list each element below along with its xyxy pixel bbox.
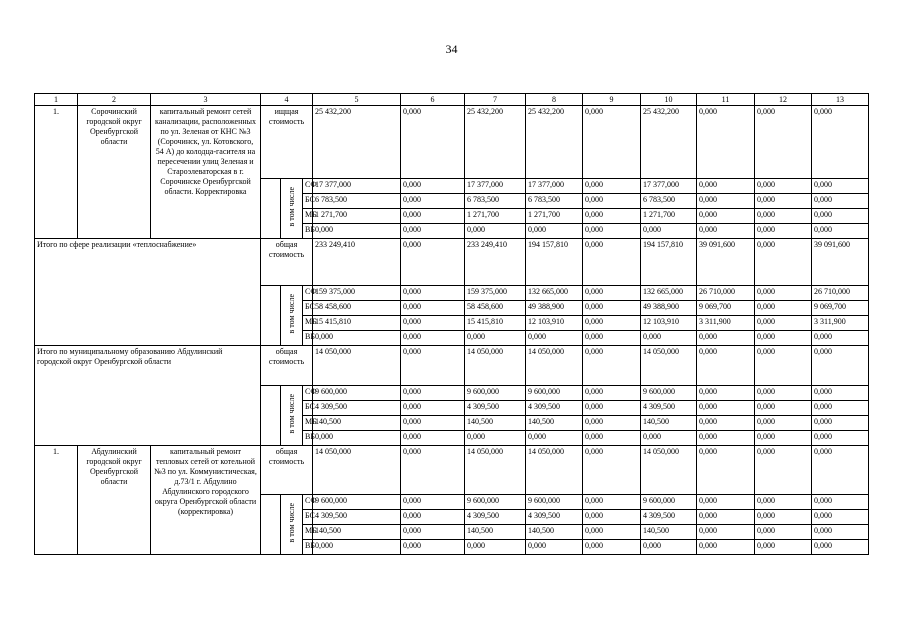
municipality-name: Сорочинский городской округ Оренбургской области — [78, 106, 151, 239]
subtotal-title: Итого по муниципальному образованию Абдулинский городской округ Оренбургской области — [35, 346, 261, 446]
funding-value: 0,000 — [812, 540, 869, 555]
total-value: 39 091,600 — [812, 239, 869, 286]
funding-value: 0,000 — [583, 286, 641, 301]
funding-value: 1 271,700 — [526, 209, 583, 224]
total-value: 0,000 — [697, 346, 755, 386]
funding-value: 140,500 — [641, 416, 697, 431]
funding-value: 0,000 — [401, 540, 465, 555]
funding-value: 159 375,000 — [313, 286, 401, 301]
funding-value: 0,000 — [641, 224, 697, 239]
column-header: 13 — [812, 94, 869, 106]
funding-value: 0,000 — [697, 401, 755, 416]
funding-value: 140,500 — [526, 416, 583, 431]
funding-value: 0,000 — [697, 431, 755, 446]
total-row — [35, 239, 869, 286]
funding-value: 1 271,700 — [465, 209, 526, 224]
funding-value: 6 783,500 — [641, 194, 697, 209]
funding-value: 1 271,700 — [313, 209, 401, 224]
total-value: 0,000 — [583, 106, 641, 179]
funding-value: 0,000 — [465, 540, 526, 555]
funding-value: 0,000 — [583, 510, 641, 525]
funding-value: 0,000 — [583, 179, 641, 194]
funding-value: 0,000 — [755, 331, 812, 346]
in-that-number-text: в том числе — [286, 187, 296, 227]
funding-value: 9 600,000 — [526, 386, 583, 401]
total-value: 14 050,000 — [641, 346, 697, 386]
funding-value: 0,000 — [313, 331, 401, 346]
funding-value: 0,000 — [755, 286, 812, 301]
funding-value: 0,000 — [755, 179, 812, 194]
total-value: 25 432,200 — [641, 106, 697, 179]
funding-value: 26 710,000 — [697, 286, 755, 301]
funding-value: 6 783,500 — [313, 194, 401, 209]
page-number: 34 — [445, 42, 458, 56]
funding-value: 0,000 — [697, 331, 755, 346]
funding-value: 0,000 — [401, 209, 465, 224]
funding-value: 15 415,810 — [313, 316, 401, 331]
funding-value: 0,000 — [401, 416, 465, 431]
funding-value: 0,000 — [583, 525, 641, 540]
funding-value: 0,000 — [812, 431, 869, 446]
funding-value: 0,000 — [697, 540, 755, 555]
total-value: 14 050,000 — [465, 346, 526, 386]
blank-cell — [261, 386, 281, 446]
funding-value: 9 069,700 — [812, 301, 869, 316]
funding-value: 0,000 — [697, 495, 755, 510]
funding-value: 0,000 — [401, 316, 465, 331]
funding-source-label: МБ — [303, 316, 313, 331]
funding-value: 0,000 — [812, 401, 869, 416]
funding-value: 140,500 — [313, 525, 401, 540]
funding-value: 140,500 — [465, 416, 526, 431]
funding-value: 12 103,910 — [641, 316, 697, 331]
funding-value: 0,000 — [401, 194, 465, 209]
total-value: 0,000 — [812, 446, 869, 495]
blank-cell — [261, 179, 281, 239]
total-value: 25 432,200 — [526, 106, 583, 179]
funding-value: 4 309,500 — [313, 510, 401, 525]
funding-value: 0,000 — [401, 495, 465, 510]
funding-value: 0,000 — [812, 525, 869, 540]
total-value: 14 050,000 — [465, 446, 526, 495]
funding-value: 4 309,500 — [313, 401, 401, 416]
funding-value: 0,000 — [812, 209, 869, 224]
funding-value: 0,000 — [755, 401, 812, 416]
header-row — [35, 94, 869, 106]
blank-cell — [261, 495, 281, 555]
total-value: 0,000 — [755, 239, 812, 286]
funding-value: 0,000 — [401, 525, 465, 540]
funding-value: 1 271,700 — [641, 209, 697, 224]
funding-value: 0,000 — [755, 224, 812, 239]
total-value: 0,000 — [401, 446, 465, 495]
column-header: 11 — [697, 94, 755, 106]
funding-source-label: БС — [303, 194, 313, 209]
in-that-number-label — [281, 286, 303, 346]
total-value: 14 050,000 — [526, 346, 583, 386]
total-value: 0,000 — [697, 106, 755, 179]
funding-value: 6 783,500 — [465, 194, 526, 209]
funding-value: 4 309,500 — [641, 401, 697, 416]
funding-source-label: СФ — [303, 495, 313, 510]
funding-value: 0,000 — [583, 224, 641, 239]
project-description: капитальный ремонт сетей канализации, расположенных по ул. Зеленая от КНС №3 (Сорочинск, ул. Котовского, 54 А) до колодца-гасителя на пересечении улиц Зеленая и Староэлеваторская в г. Сорочинске Оренбургской области. Корректировка — [151, 106, 261, 239]
funding-value: 9 600,000 — [313, 386, 401, 401]
funding-value: 0,000 — [812, 510, 869, 525]
total-value: 233 249,410 — [313, 239, 401, 286]
funding-value: 0,000 — [755, 316, 812, 331]
funding-value: 0,000 — [401, 331, 465, 346]
funding-value: 49 388,900 — [526, 301, 583, 316]
column-header: 4 — [261, 94, 313, 106]
funding-value: 0,000 — [583, 209, 641, 224]
total-value: 14 050,000 — [641, 446, 697, 495]
funding-value: 0,000 — [641, 331, 697, 346]
funding-value: 0,000 — [465, 224, 526, 239]
funding-value: 0,000 — [697, 179, 755, 194]
funding-source-label: СФ — [303, 286, 313, 301]
funding-value: 0,000 — [755, 510, 812, 525]
funding-value: 0,000 — [401, 301, 465, 316]
funding-value: 132 665,000 — [526, 286, 583, 301]
total-row — [35, 446, 869, 495]
funding-value: 0,000 — [526, 331, 583, 346]
funding-value: 0,000 — [641, 540, 697, 555]
funding-value: 0,000 — [401, 510, 465, 525]
funding-value: 0,000 — [583, 194, 641, 209]
funding-value: 15 415,810 — [465, 316, 526, 331]
total-value: 0,000 — [583, 239, 641, 286]
funding-source-label: МБ — [303, 525, 313, 540]
budget-table — [34, 93, 869, 555]
total-cost-label: ищщая стоимость — [261, 106, 313, 179]
funding-value: 0,000 — [755, 540, 812, 555]
funding-value: 0,000 — [812, 194, 869, 209]
total-value: 0,000 — [583, 446, 641, 495]
project-description: капитальный ремонт тепловых сетей от котельной №3 по ул. Коммунистическая, д.73/1 г. Абдулино Абдулинского городского округа Оренбургской области (корректировка) — [151, 446, 261, 555]
funding-value: 9 600,000 — [526, 495, 583, 510]
funding-value: 0,000 — [583, 316, 641, 331]
funding-value: 0,000 — [401, 431, 465, 446]
funding-value: 0,000 — [401, 224, 465, 239]
funding-value: 58 458,600 — [465, 301, 526, 316]
funding-value: 0,000 — [755, 209, 812, 224]
funding-value: 9 600,000 — [465, 495, 526, 510]
funding-value: 0,000 — [812, 386, 869, 401]
funding-value: 0,000 — [641, 431, 697, 446]
funding-value: 0,000 — [313, 224, 401, 239]
total-value: 0,000 — [755, 346, 812, 386]
funding-source-label: БС — [303, 510, 313, 525]
total-value: 39 091,600 — [697, 239, 755, 286]
funding-value: 12 103,910 — [526, 316, 583, 331]
total-value: 0,000 — [755, 106, 812, 179]
total-value: 25 432,200 — [465, 106, 526, 179]
funding-value: 0,000 — [755, 386, 812, 401]
column-header: 1 — [35, 94, 78, 106]
funding-value: 4 309,500 — [465, 510, 526, 525]
funding-value: 0,000 — [313, 431, 401, 446]
column-header: 9 — [583, 94, 641, 106]
funding-source-label: СФ — [303, 386, 313, 401]
in-that-number-text: в том числе — [286, 394, 296, 434]
funding-value: 0,000 — [697, 386, 755, 401]
total-value: 0,000 — [812, 106, 869, 179]
blank-cell — [261, 286, 281, 346]
funding-value: 3 311,900 — [697, 316, 755, 331]
total-value: 14 050,000 — [313, 346, 401, 386]
funding-value: 6 783,500 — [526, 194, 583, 209]
funding-value: 58 458,600 — [313, 301, 401, 316]
funding-value: 17 377,000 — [526, 179, 583, 194]
in-that-number-label — [281, 495, 303, 555]
funding-value: 0,000 — [812, 495, 869, 510]
table-body — [35, 94, 869, 555]
funding-value: 0,000 — [583, 431, 641, 446]
funding-value: 140,500 — [641, 525, 697, 540]
column-header: 10 — [641, 94, 697, 106]
funding-value: 0,000 — [755, 194, 812, 209]
funding-value: 0,000 — [697, 209, 755, 224]
funding-value: 0,000 — [583, 416, 641, 431]
funding-value: 9 600,000 — [641, 495, 697, 510]
funding-value: 26 710,000 — [812, 286, 869, 301]
funding-value: 159 375,000 — [465, 286, 526, 301]
funding-value: 0,000 — [401, 386, 465, 401]
funding-value: 0,000 — [697, 224, 755, 239]
total-row — [35, 106, 869, 179]
funding-value: 0,000 — [583, 540, 641, 555]
column-header: 2 — [78, 94, 151, 106]
funding-value: 9 600,000 — [641, 386, 697, 401]
column-header: 12 — [755, 94, 812, 106]
in-that-number-text: в том числе — [286, 294, 296, 334]
funding-value: 0,000 — [755, 525, 812, 540]
total-value: 0,000 — [401, 106, 465, 179]
column-header: 5 — [313, 94, 401, 106]
column-header: 3 — [151, 94, 261, 106]
funding-value: 132 665,000 — [641, 286, 697, 301]
funding-value: 4 309,500 — [465, 401, 526, 416]
funding-value: 0,000 — [812, 224, 869, 239]
funding-value: 0,000 — [812, 416, 869, 431]
column-header: 7 — [465, 94, 526, 106]
row-number: 1. — [35, 106, 78, 239]
total-value: 0,000 — [401, 239, 465, 286]
funding-value: 17 377,000 — [641, 179, 697, 194]
funding-source-label: МБ — [303, 416, 313, 431]
funding-source-label: МБ — [303, 209, 313, 224]
funding-value: 9 600,000 — [465, 386, 526, 401]
funding-value: 0,000 — [583, 495, 641, 510]
funding-value: 9 600,000 — [313, 495, 401, 510]
total-value: 0,000 — [755, 446, 812, 495]
total-value: 0,000 — [583, 346, 641, 386]
funding-value: 4 309,500 — [641, 510, 697, 525]
funding-source-label: БС — [303, 301, 313, 316]
in-that-number-text: в том числе — [286, 503, 296, 543]
funding-value: 49 388,900 — [641, 301, 697, 316]
subtotal-title: Итого по сфере реализации «теплоснабжение» — [35, 239, 261, 346]
funding-value: 0,000 — [755, 495, 812, 510]
funding-value: 0,000 — [583, 331, 641, 346]
funding-value: 3 311,900 — [812, 316, 869, 331]
column-header: 8 — [526, 94, 583, 106]
funding-value: 0,000 — [583, 401, 641, 416]
funding-value: 140,500 — [526, 525, 583, 540]
funding-value: 0,000 — [313, 540, 401, 555]
total-value: 233 249,410 — [465, 239, 526, 286]
funding-value: 0,000 — [465, 431, 526, 446]
funding-value: 0,000 — [755, 416, 812, 431]
funding-value: 0,000 — [812, 331, 869, 346]
funding-value: 0,000 — [401, 286, 465, 301]
funding-source-label: ВБ — [303, 431, 313, 446]
total-cost-label: общая стоимость — [261, 346, 313, 386]
funding-value: 0,000 — [755, 301, 812, 316]
funding-value: 0,000 — [697, 510, 755, 525]
funding-source-label: ВБ — [303, 331, 313, 346]
funding-value: 4 309,500 — [526, 401, 583, 416]
funding-value: 4 309,500 — [526, 510, 583, 525]
funding-source-label: ВБ — [303, 540, 313, 555]
funding-value: 0,000 — [812, 179, 869, 194]
total-value: 14 050,000 — [313, 446, 401, 495]
funding-value: 0,000 — [401, 179, 465, 194]
funding-value: 0,000 — [697, 525, 755, 540]
funding-source-label: ВБ — [303, 224, 313, 239]
total-value: 0,000 — [697, 446, 755, 495]
funding-value: 140,500 — [465, 525, 526, 540]
funding-value: 0,000 — [526, 540, 583, 555]
total-row — [35, 346, 869, 386]
total-value: 0,000 — [401, 346, 465, 386]
funding-value: 0,000 — [465, 331, 526, 346]
total-value: 25 432,200 — [313, 106, 401, 179]
funding-value: 0,000 — [526, 224, 583, 239]
funding-value: 0,000 — [583, 386, 641, 401]
in-that-number-label — [281, 386, 303, 446]
funding-value: 0,000 — [583, 301, 641, 316]
funding-value: 9 069,700 — [697, 301, 755, 316]
in-that-number-label — [281, 179, 303, 239]
total-value: 194 157,810 — [641, 239, 697, 286]
funding-value: 0,000 — [401, 401, 465, 416]
funding-value: 140,500 — [313, 416, 401, 431]
total-value: 14 050,000 — [526, 446, 583, 495]
column-header: 6 — [401, 94, 465, 106]
funding-value: 17 377,000 — [313, 179, 401, 194]
funding-source-label: СФ — [303, 179, 313, 194]
funding-value: 0,000 — [697, 416, 755, 431]
row-number: 1. — [35, 446, 78, 555]
total-value: 194 157,810 — [526, 239, 583, 286]
total-value: 0,000 — [812, 346, 869, 386]
funding-value: 0,000 — [697, 194, 755, 209]
funding-value: 17 377,000 — [465, 179, 526, 194]
total-cost-label: общая стоимость — [261, 239, 313, 286]
funding-source-label: БС — [303, 401, 313, 416]
municipality-name: Абдулинский городской округ Оренбургской области — [78, 446, 151, 555]
funding-value: 0,000 — [755, 431, 812, 446]
total-cost-label: общая стоимость — [261, 446, 313, 495]
funding-value: 0,000 — [526, 431, 583, 446]
